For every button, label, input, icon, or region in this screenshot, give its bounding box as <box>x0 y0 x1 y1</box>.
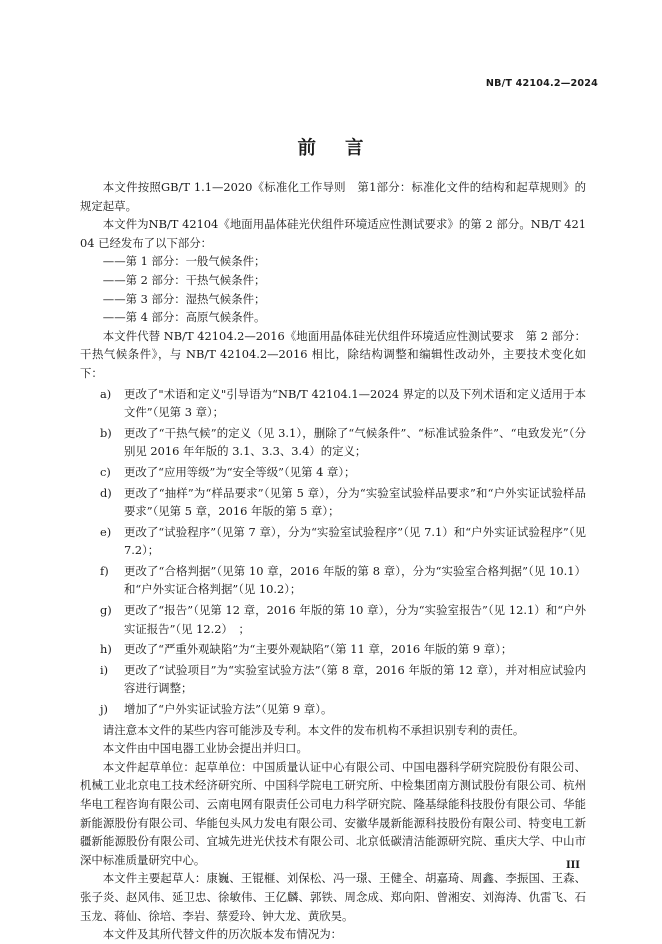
changes-list <box>80 385 586 719</box>
drafting-units-paragraph: 本文件起草单位：起草单位：中国质量认证中心有限公司、中国电器科学研究院股份有限公司、机械工业北京电工技术经济研究所、中国科学院电工研究所、中检集团南方测试股份有限公司、杭州华电工程咨询有限公司、云南电网有限责任公司电力科学研究院、隆基绿能科技股份有限公司、华能新能源股份有限公司、华能包头风力发电有限公司、安徽华晟新能源科技股份有限公司、特变电工新疆新能源股份有限公司、宜城先进光伏技术有限公司、北京低碳清洁能源研究院、重庆大学、中山市深中标准质量研究中心。 <box>80 759 586 867</box>
change-label: h) <box>100 642 112 657</box>
change-item <box>80 601 586 638</box>
proposer-paragraph: 本文件由中国电器工业协会提出并归口。 <box>102 741 308 756</box>
change-text: 更改了"术语和定义"引导语为“NB/T 42104.1—2024 界定的以及下列术语和定义适用于本文件”（见第 3 章）； <box>124 386 586 420</box>
part-item: ——第 4 部分：高原气候条件。 <box>102 310 266 325</box>
change-text: 更改了“严重外观缺陷”为“主要外观缺陷”（第 11 章，2016 年版的第 9 章）； <box>124 642 513 657</box>
change-text: 更改了“试验程序”（见第 7 章），分为“实验室试验程序”（见 7.1）和“户外实证试验程序”（见 7.2）； <box>124 524 586 558</box>
change-item <box>80 385 586 422</box>
change-item <box>80 562 586 599</box>
change-item <box>80 640 586 659</box>
change-text: 更改了“抽样”为“样品要求”（见第 5 章），分为“实验室试验样品要求”和“户外实证试验样品要求”（见第 5 章，2016 年版的第 5 章）； <box>124 485 586 519</box>
change-item <box>80 661 586 698</box>
change-label: f) <box>100 563 109 578</box>
change-label: c) <box>100 464 111 479</box>
part-item: ——第 3 部分：湿热气候条件； <box>102 291 266 306</box>
replace-paragraph: 本文件代替 NB/T 42104.2—2016《地面用晶体硅光伏组件环境适应性测试要求 第 2 部分：干热气候条件》，与 NB/T 42104.2—2016 相比，除结构调整和编辑性改动外，主要技术变化如下： <box>80 328 586 380</box>
change-label: g) <box>100 603 112 618</box>
change-item <box>80 463 586 482</box>
title-char-2: 言 <box>345 138 365 159</box>
change-text: 更改了“报告”（见第 12 章，2016 年版的第 10 章），分为“实验室报告”（见 12.1）和“户外实证报告”（见 12.2） ； <box>124 603 586 636</box>
intro-paragraph-1: 本文件按照GB/T 1.1—2020《标准化工作导则 第1部分：标准化文件的结构和起草规则》的规定起草。 <box>80 180 586 213</box>
change-label: i) <box>100 662 109 677</box>
change-text: 更改了“应用等级”为“安全等级”（见第 4 章）； <box>124 464 356 479</box>
change-label: b) <box>100 425 112 440</box>
change-text: 更改了“合格判据”（见第 10 章，2016 年版的第 8 章），分为“实验室合格判据”（见 10.1）和“户外实证合格判据”（见 10.2）； <box>124 563 586 597</box>
parts-list <box>103 252 586 326</box>
page-title <box>0 134 662 160</box>
change-text: 更改了“试验项目”为“实验室试验方法”（第 8 章，2016 年版的第 12 章），并对相应试验内容进行调整； <box>124 662 586 696</box>
part-item: ——第 2 部分：干热气候条件； <box>102 272 266 287</box>
standard-number: NB/T 42104.2—2024 <box>485 78 598 89</box>
change-item <box>80 424 586 461</box>
version-history-paragraph: 本文件及其所代替文件的历次版本发布情况为： <box>102 927 343 942</box>
page-number: III <box>565 860 580 871</box>
change-label: e) <box>100 524 112 539</box>
intro-paragraph-2: 本文件为NB/T 42104《地面用晶体硅光伏组件环境适应性测试要求》的第 2 部分。NB/T 42104 已经发布了以下部分： <box>80 217 586 250</box>
change-label: j) <box>100 702 108 717</box>
change-label: a) <box>100 386 112 401</box>
change-label: d) <box>100 485 112 500</box>
change-text: 更改了“干热气候”的定义（见 3.1），删除了“气候条件”、“标准试验条件”、“电致发光”（分别见 2016 年年版的 3.1、3.3、3.4）的定义； <box>124 425 586 459</box>
change-item <box>80 523 586 560</box>
foreword-body <box>80 178 586 944</box>
drafters-paragraph: 本文件主要起草人：康巍、王锟榧、刘保松、冯一璟、王健全、胡嘉琦、周鑫、李振国、王森、张子炎、赵风伟、延卫忠、徐敏伟、王亿麟、郭铁、周念成、郑向阳、曾湘安、刘海涛、仇雷飞、石玉龙、蒋仙、徐培、李岩、蔡爱玲、钟大龙、黄欣昊。 <box>80 871 586 923</box>
patent-notice: 请注意本文件的某些内容可能涉及专利。本文件的发布机构不承担识别专利的责任。 <box>102 722 525 737</box>
part-item: ——第 1 部分：一般气候条件； <box>102 254 266 269</box>
title-char-1: 前 <box>297 138 317 159</box>
change-item <box>80 700 586 719</box>
change-text: 增加了“户外实证试验方法”（见第 9 章）。 <box>124 702 333 717</box>
change-item <box>80 484 586 521</box>
